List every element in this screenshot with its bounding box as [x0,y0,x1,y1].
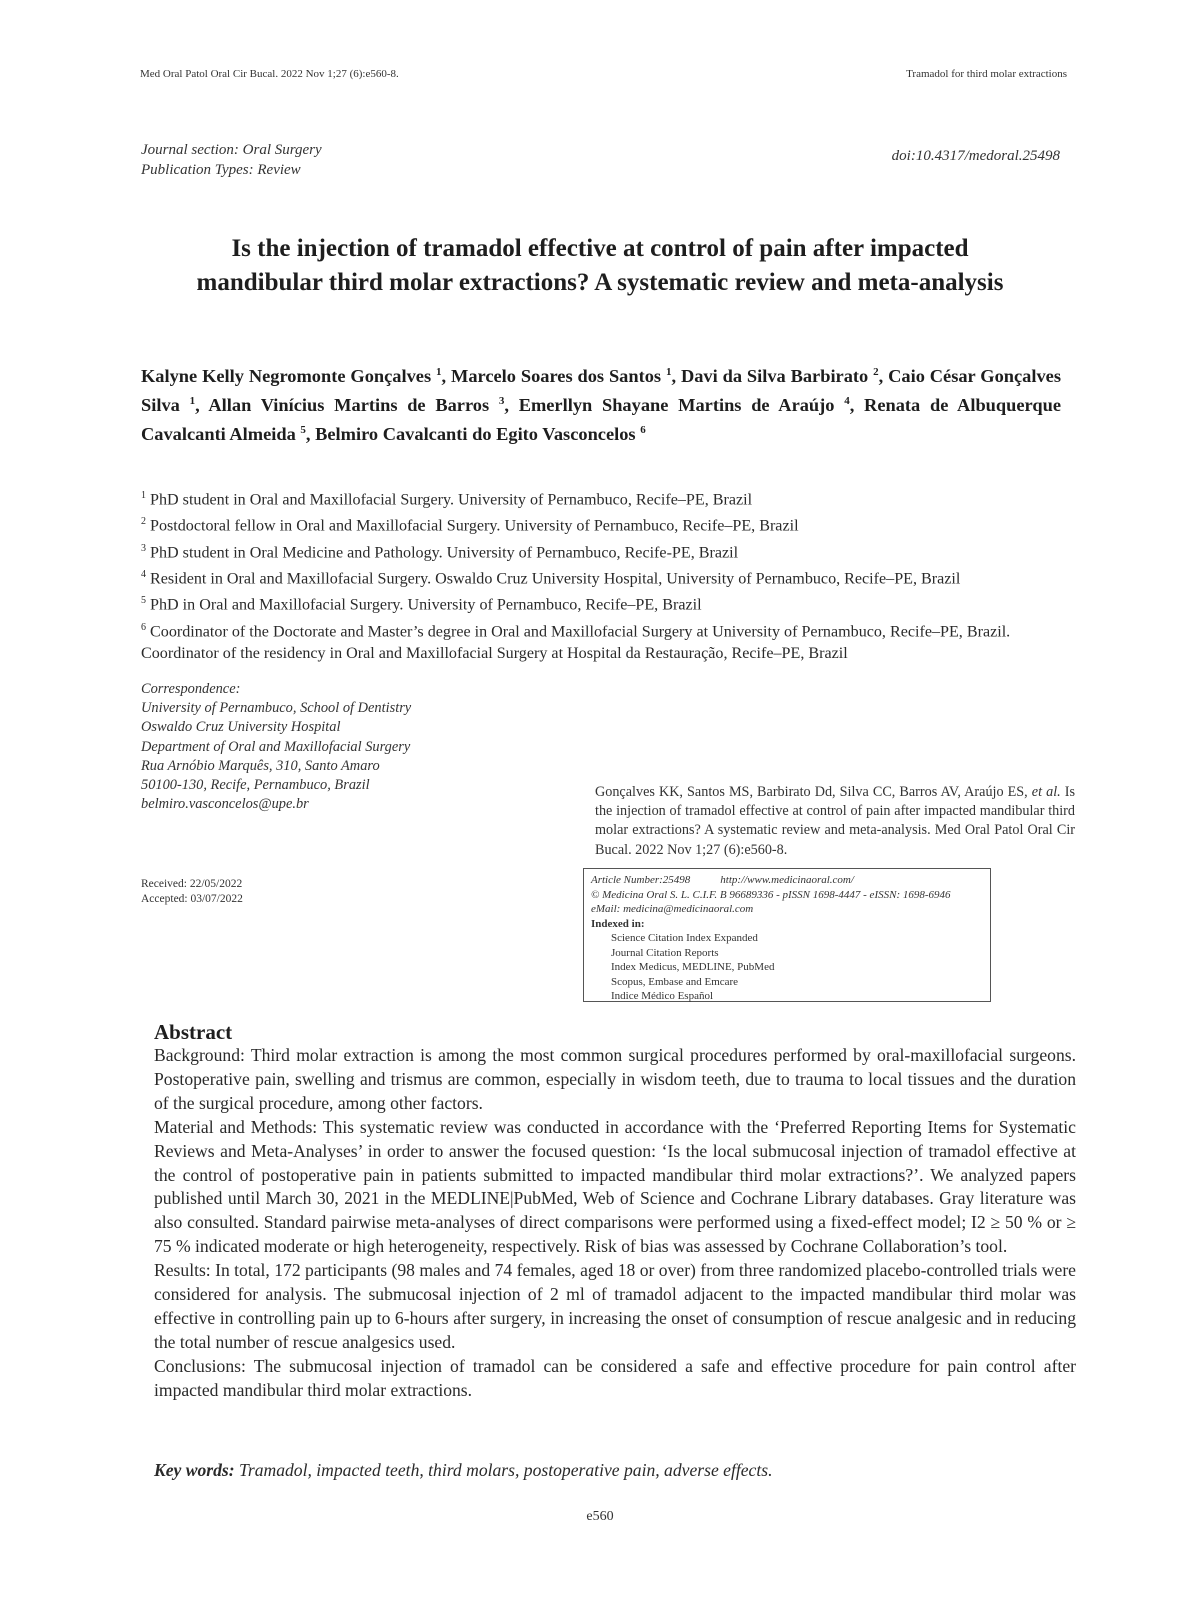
correspondence-email: belmiro.vasconcelos@upe.br [141,796,309,813]
indexed-label: Indexed in: [591,917,645,930]
author-name: Allan Vinícius Martins de Barros [208,395,490,416]
citation-etal: et al. [1031,784,1061,800]
article-meta [141,140,322,180]
affiliation-mark: 4 [141,569,146,581]
affiliation-text: Coordinator of the Doctorate and Master’s degree in Oral and Maxillofacial Surgery at University of Pernambuco, Recife–PE, Brazil. Coordinator of the residency in Oral and Maxillofacial Surgery at Hospital da Restauração, Recife–PE, Brazil [141,623,1011,663]
abstract-background: Background: Third molar extraction is among the most common surgical procedures performed by oral-maxillofacial surgeons. Postoperative pain, swelling and trismus are common, especially in wisdom teeth, due to trauma to local tissues and the duration of the surgical procedure, among other factors. [154,1045,1076,1113]
affiliation-mark: 6 [141,621,146,633]
correspondence-label: Correspondence: [141,681,241,697]
page-number: e560 [586,1509,614,1524]
affiliation-item [141,564,1071,590]
correspondence-line: University of Pernambuco, School of Dentistry [141,700,412,717]
affiliation-text: Postdoctoral fellow in Oral and Maxillofacial Surgery. University of Pernambuco, Recife–PE, Brazil [150,517,799,535]
article-number-line [591,873,983,888]
affiliation-text: PhD student in Oral and Maxillofacial Surgery. University of Pernambuco, Recife–PE, Brazil [150,491,753,509]
author-affiliation-mark: 3 [498,395,505,408]
citation-rest: Is the injection of tramadol effective at control of pain after impacted mandibular third molar extractions? A systematic review and meta-analysis. Med Oral Patol Oral Cir Bucal. 2022 Nov 1;27 (6):e560-8. [595,784,1075,858]
keywords-text: Tramadol, impacted teeth, third molars, postoperative pain, adverse effects. [239,1460,773,1480]
accepted-date: Accepted: 03/07/2022 [141,893,243,905]
affiliation-text: Resident in Oral and Maxillofacial Surgery. Oswaldo Cruz University Hospital, University of Pernambuco, Recife–PE, Brazil [150,570,961,588]
author-name: Marcelo Soares dos Santos [450,366,662,387]
citation-authors: Gonçalves KK, Santos MS, Barbirato Dd, Silva CC, Barros AV, Araújo ES, [595,784,1028,800]
affiliation-list [141,485,1071,665]
index-item: Index Medicus, MEDLINE, PubMed [611,961,775,973]
abstract-section [154,1020,1076,1403]
author-name: Renata de Albuquerque Cavalcanti Almeida [141,395,1061,445]
author-affiliation-mark: 5 [300,424,306,437]
correspondence-line: Department of Oral and Maxillofacial Surgery [141,738,411,755]
running-header-title: Tramadol for third molar extractions [906,68,1067,80]
email-line: eMail: medicina@medicinaoral.com [591,903,754,915]
correspondence-line: 50100-130, Recife, Pernambuco, Brazil [141,777,370,794]
author-affiliation-mark: 6 [640,424,646,437]
author-name: Davi da Silva Barbirato [680,366,869,387]
index-item: Scopus, Embase and Emcare [611,975,739,988]
author-affiliation-mark: 1 [189,395,196,408]
article-title [140,232,1060,300]
affiliation-item [141,485,1071,511]
index-item: Science Citation Index Expanded [611,932,758,944]
keywords-label: Key words: [154,1460,235,1480]
publication-types: Publication Types: Review [141,162,301,178]
doi: doi:10.4317/medoral.25498 [891,148,1060,164]
correspondence-line: Oswaldo Cruz University Hospital [141,719,341,736]
affiliation-item [141,538,1071,564]
keywords [154,1460,1076,1481]
author-affiliation-mark: 1 [435,366,442,378]
title-line: mandibular third molar extractions? A systematic review and meta-analysis [196,269,1004,296]
affiliation-mark: 5 [141,595,146,607]
affiliation-mark: 2 [141,516,146,528]
index-item: Indice Médico Español [611,990,714,1002]
abstract-methods: Material and Methods: This systematic review was conducted in accordance with the ‘Preferred Reporting Items for Systematic Reviews and Meta-Analyses’ in order to answer the focused question: ‘Is the local submucosal injection of tramadol effective at the control of postoperative pain in patients submitted to impacted mandibular third molar extractions?’. We analyzed papers published until March 30, 2021 in the MEDLINE|PubMed, Web of Science and Cochrane Library databases. Gray literature was also consulted. Standard pairwise meta-analyses of direct comparisons were performed using a fixed-effect model; I2 ≥ 50 % or ≥ 75 % indicated moderate or high heterogeneity, respectively. Risk of bias was assessed by Cochrane Collaboration’s tool. [154,1116,1076,1257]
author-affiliation-mark: 2 [873,366,879,378]
submission-dates [141,877,243,907]
journal-url: http://www.medicinaoral.com/ [720,874,854,886]
author-name: Belmiro Cavalcanti do Egito Vasconcelos [315,424,636,445]
abstract-results: Results: In total, 172 participants (98 males and 74 females, aged 18 or over) from three randomized placebo-controlled trials were considered for analysis. The submucosal injection of 2 ml of tramadol adjacent to the impacted mandibular third molar was effective in controlling pain up to 6-hours after surgery, in increasing the onset of consumption of rescue analgesic and in reducing the total number of rescue analgesics used. [154,1260,1076,1352]
correspondence-line: Rua Arnóbio Marquês, 310, Santo Amaro [141,757,380,774]
received-date: Received: 22/05/2022 [141,878,243,890]
title-line: Is the injection of tramadol effective at control of pain after impacted [231,235,969,262]
abstract-heading: Abstract [154,1020,233,1044]
journal-section: Journal section: Oral Surgery [141,142,322,158]
suggested-citation [595,783,1075,860]
article-number: Article Number:25498 [591,874,691,886]
affiliation-item [141,590,1071,616]
affiliation-text: PhD in Oral and Maxillofacial Surgery. University of Pernambuco, Recife–PE, Brazil [150,596,702,614]
author-name: Caio César Gonçalves Silva [141,366,1061,416]
running-header-citation: Med Oral Patol Oral Cir Bucal. 2022 Nov 1;27 (6):e560-8. [140,68,399,80]
affiliation-item [141,617,1071,665]
affiliation-mark: 1 [141,490,146,501]
affiliation-mark: 3 [141,542,146,554]
author-affiliation-mark: 4 [844,395,850,408]
affiliation-item [141,511,1071,537]
author-list: Kalyne Kelly Negromonte Gonçalves $^1$, Marcelo Soares dos Santos $^1$, Davi da Silva Barbirato $^2$, Caio César Gonçalves Silva $^1$, Allan Vinícius Martins de Barros $^3$, Emerllyn Shayane Martins de Araújo $^4$, Renata de Albuquerque Cavalcanti Almeida $^5$, Belmiro Cavalcanti do Egito Vasconcelos $^6$ [141,366,1061,445]
article-info-box [583,868,991,1002]
index-item: Journal Citation Reports [611,946,719,959]
copyright-line: © Medicina Oral S. L. C.I.F. B 96689336 - pISSN 1698-4447 - eISSN: 1698-6946 [591,888,951,901]
author-name: Kalyne Kelly Negromonte Gonçalves [141,366,432,387]
abstract-conclusions: Conclusions: The submucosal injection of tramadol can be considered a safe and effective procedure for pain control after impacted mandibular third molar extractions. [154,1355,1076,1400]
affiliation-text: PhD student in Oral Medicine and Pathology. University of Pernambuco, Recife-PE, Brazil [150,544,739,562]
author-name: Emerllyn Shayane Martins de Araújo [518,395,835,416]
author-affiliation-mark: 1 [665,366,672,378]
correspondence-block [141,680,411,814]
